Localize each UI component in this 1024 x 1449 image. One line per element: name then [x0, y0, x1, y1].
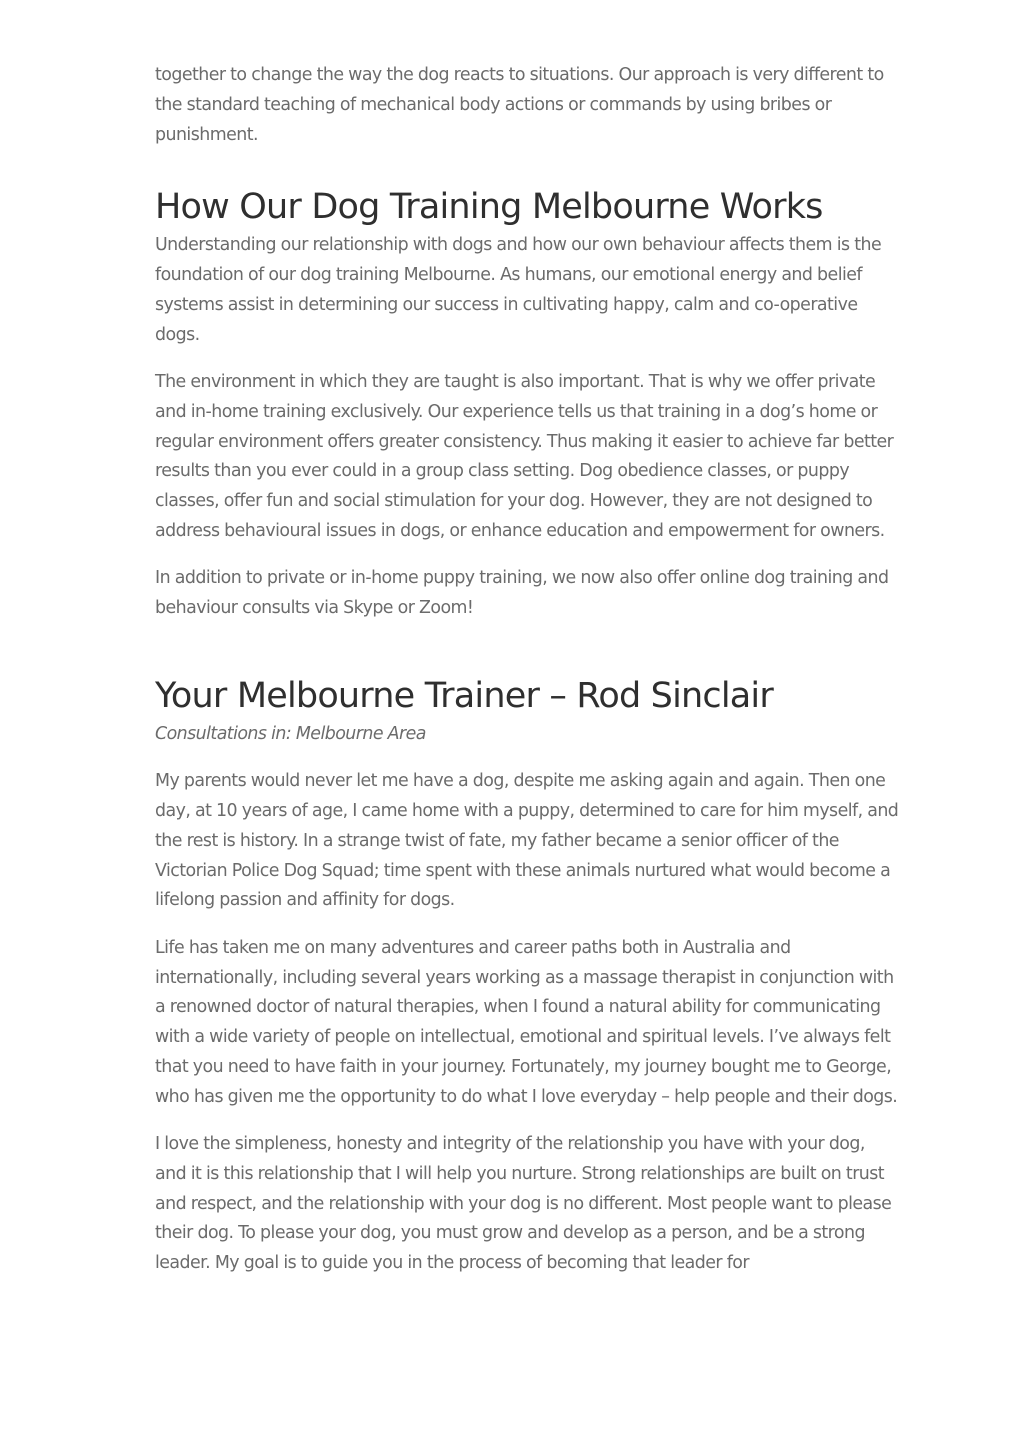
- how-it-works-paragraph-3: In addition to private or in-home puppy training, we now also offer online dog training and behaviour consults via Skype or Zoom!: [155, 568, 889, 619]
- how-it-works-paragraph-2: The environment in which they are taught is also important. That is why we offer private and in-home training exclusively. Our experience tells us that training in a dog’s home or regular environment offers greater consistency. Thus making it easier to achieve far better results than you ever could in a group class setting. Dog obedience classes, or puppy classes, offer fun and social stimulation for your dog. However, they are not designed to address behavioural issues in dogs, or enhance education and empowerment for owners.: [155, 372, 894, 542]
- trainer-heading: Your Melbourne Trainer – Rod Sinclair: [155, 675, 773, 716]
- trainer-paragraph-3: I love the simpleness, honesty and integrity of the relationship you have with your dog, and it is this relationship that I will help you nurture. Strong relationships are built on trust and respect, and the relationship with your dog is no different. Most people want to please their dog. To please your dog, you must grow and develop as a person, and be a strong leader. My goal is to guide you in the process of becoming that leader for: [155, 1134, 892, 1274]
- trainer-paragraph-1: My parents would never let me have a dog, despite me asking again and again. Then one day, at 10 years of age, I came home with a puppy, determined to care for him myself, and the rest is history. In a strange twist of fate, my father became a senior officer of the Victorian Police Dog Squad; time spent with these animals nurtured what would become a lifelong passion and affinity for dogs.: [155, 771, 899, 911]
- how-it-works-heading: How Our Dog Training Melbourne Works: [155, 187, 823, 228]
- trainer-paragraph-2: Life has taken me on many adventures and career paths both in Australia and internationally, including several years working as a massage therapist in conjunction with a renowned doctor of natural therapies, when I found a natural ability for communicating with a wide variety of people on intellectual, emotional and spiritual levels. I’ve always felt that you need to have faith in your journey. Fortunately, my journey bought me to George, who has given me the opportunity to do what I love everyday – help people and their dogs.: [155, 937, 898, 1107]
- trainer-subtitle: Consultations in: Melbourne Area: [155, 723, 426, 744]
- article-content: [155, 61, 900, 1297]
- intro-paragraph: together to change the way the dog reacts to situations. Our approach is very different to the standard teaching of mechanical body actions or commands by using bribes or punishment.: [155, 65, 884, 145]
- how-it-works-paragraph-1: Understanding our relationship with dogs and how our own behaviour affects them is the foundation of our dog training Melbourne. As humans, our emotional energy and belief systems assist in determining our success in cultivating happy, calm and co-operative dogs.: [155, 235, 882, 345]
